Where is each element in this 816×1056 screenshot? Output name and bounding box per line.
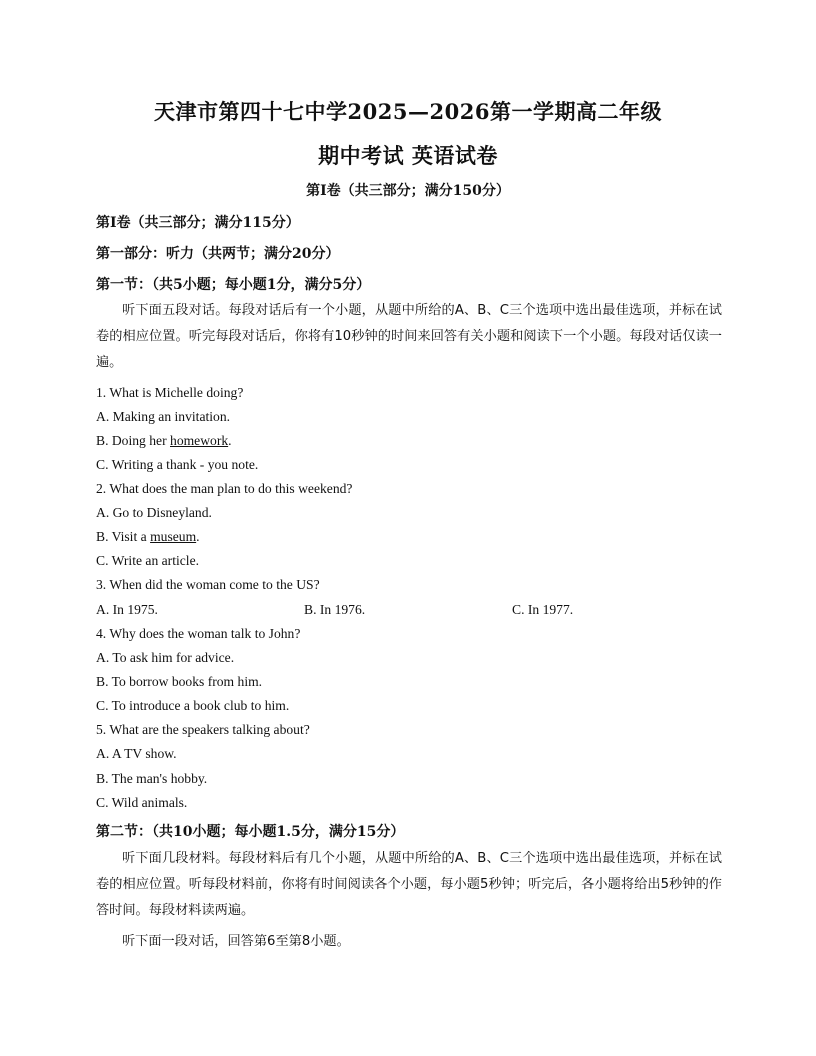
- question-2-option-c: C. Write an article.: [96, 553, 200, 568]
- part1-heading: 第一部分：听力（共两节；满分20分）: [96, 246, 340, 262]
- section1-instructions: 听下面五段对话。每段对话后有一个小题，从题中所给的A、B、C三个选项中选出最佳选项，并标在试卷的相应位置。听完每段对话后，你将有10秒钟的时间来回答有关小题和阅读下一个小题。每段对话仅读一遍。: [96, 303, 722, 370]
- question-1-option-a: A. Making an invitation.: [96, 409, 231, 424]
- option-b-suffix: .: [196, 529, 200, 544]
- volume-heading: 第Ⅰ卷（共三部分；满分115分）: [96, 215, 300, 231]
- exam-title-line2: 期中考试 英语试卷: [318, 143, 498, 168]
- section2-dialogue-note: 听下面一段对话，回答第6至第8小题。: [122, 934, 350, 949]
- underlined-word: homework: [170, 433, 229, 448]
- option-b-text: B. Doing her: [96, 433, 171, 448]
- question-3-option-a: A. In 1975.: [96, 602, 158, 617]
- question-5-option-b: B. The man's hobby.: [96, 771, 208, 786]
- question-4-option-b: B. To borrow books from him.: [96, 674, 263, 689]
- question-4-option-c: C. To introduce a book club to him.: [96, 698, 290, 713]
- option-b-text: B. Visit a: [96, 529, 151, 544]
- section2-heading: 第二节：（共10小题；每小题1.5分，满分15分）: [96, 824, 405, 840]
- underlined-word: museum: [150, 529, 197, 544]
- question-5-stem: 5. What are the speakers talking about?: [96, 722, 310, 737]
- question-1-option-b: [96, 433, 232, 449]
- question-2-option-a: A. Go to Disneyland.: [96, 505, 212, 520]
- section1-heading: 第一节：（共5小题；每小题1分，满分5分）: [96, 277, 371, 293]
- question-3-stem: 3. When did the woman come to the US?: [96, 577, 320, 592]
- question-3-option-b: B. In 1976.: [304, 602, 366, 617]
- paper-score-note: 第Ⅰ卷（共三部分；满分150分）: [306, 183, 510, 199]
- option-b-suffix: .: [228, 433, 232, 448]
- question-3-option-c: C. In 1977.: [512, 602, 574, 617]
- question-5-option-c: C. Wild animals.: [96, 795, 188, 810]
- exam-title-line1: 天津市第四十七中学2025—2026第一学期高二年级: [154, 99, 662, 124]
- question-1-option-c: C. Writing a thank - you note.: [96, 457, 259, 472]
- section2-instructions: 听下面几段材料。每段材料后有几个小题，从题中所给的A、B、C三个选项中选出最佳选项，并标在试卷的相应位置。听每段材料前，你将有时间阅读各个小题，每小题5秒钟；听完后，各小题将给出5秒钟的作答时间。每段材料读两遍。: [96, 851, 722, 918]
- question-1-stem: 1. What is Michelle doing?: [96, 385, 244, 400]
- question-5-option-a: A. A TV show.: [96, 746, 177, 761]
- question-4-stem: 4. Why does the woman talk to John?: [96, 626, 301, 641]
- question-2-stem: 2. What does the man plan to do this weekend?: [96, 481, 353, 496]
- question-4-option-a: A. To ask him for advice.: [96, 650, 235, 665]
- question-2-option-b: [96, 529, 200, 545]
